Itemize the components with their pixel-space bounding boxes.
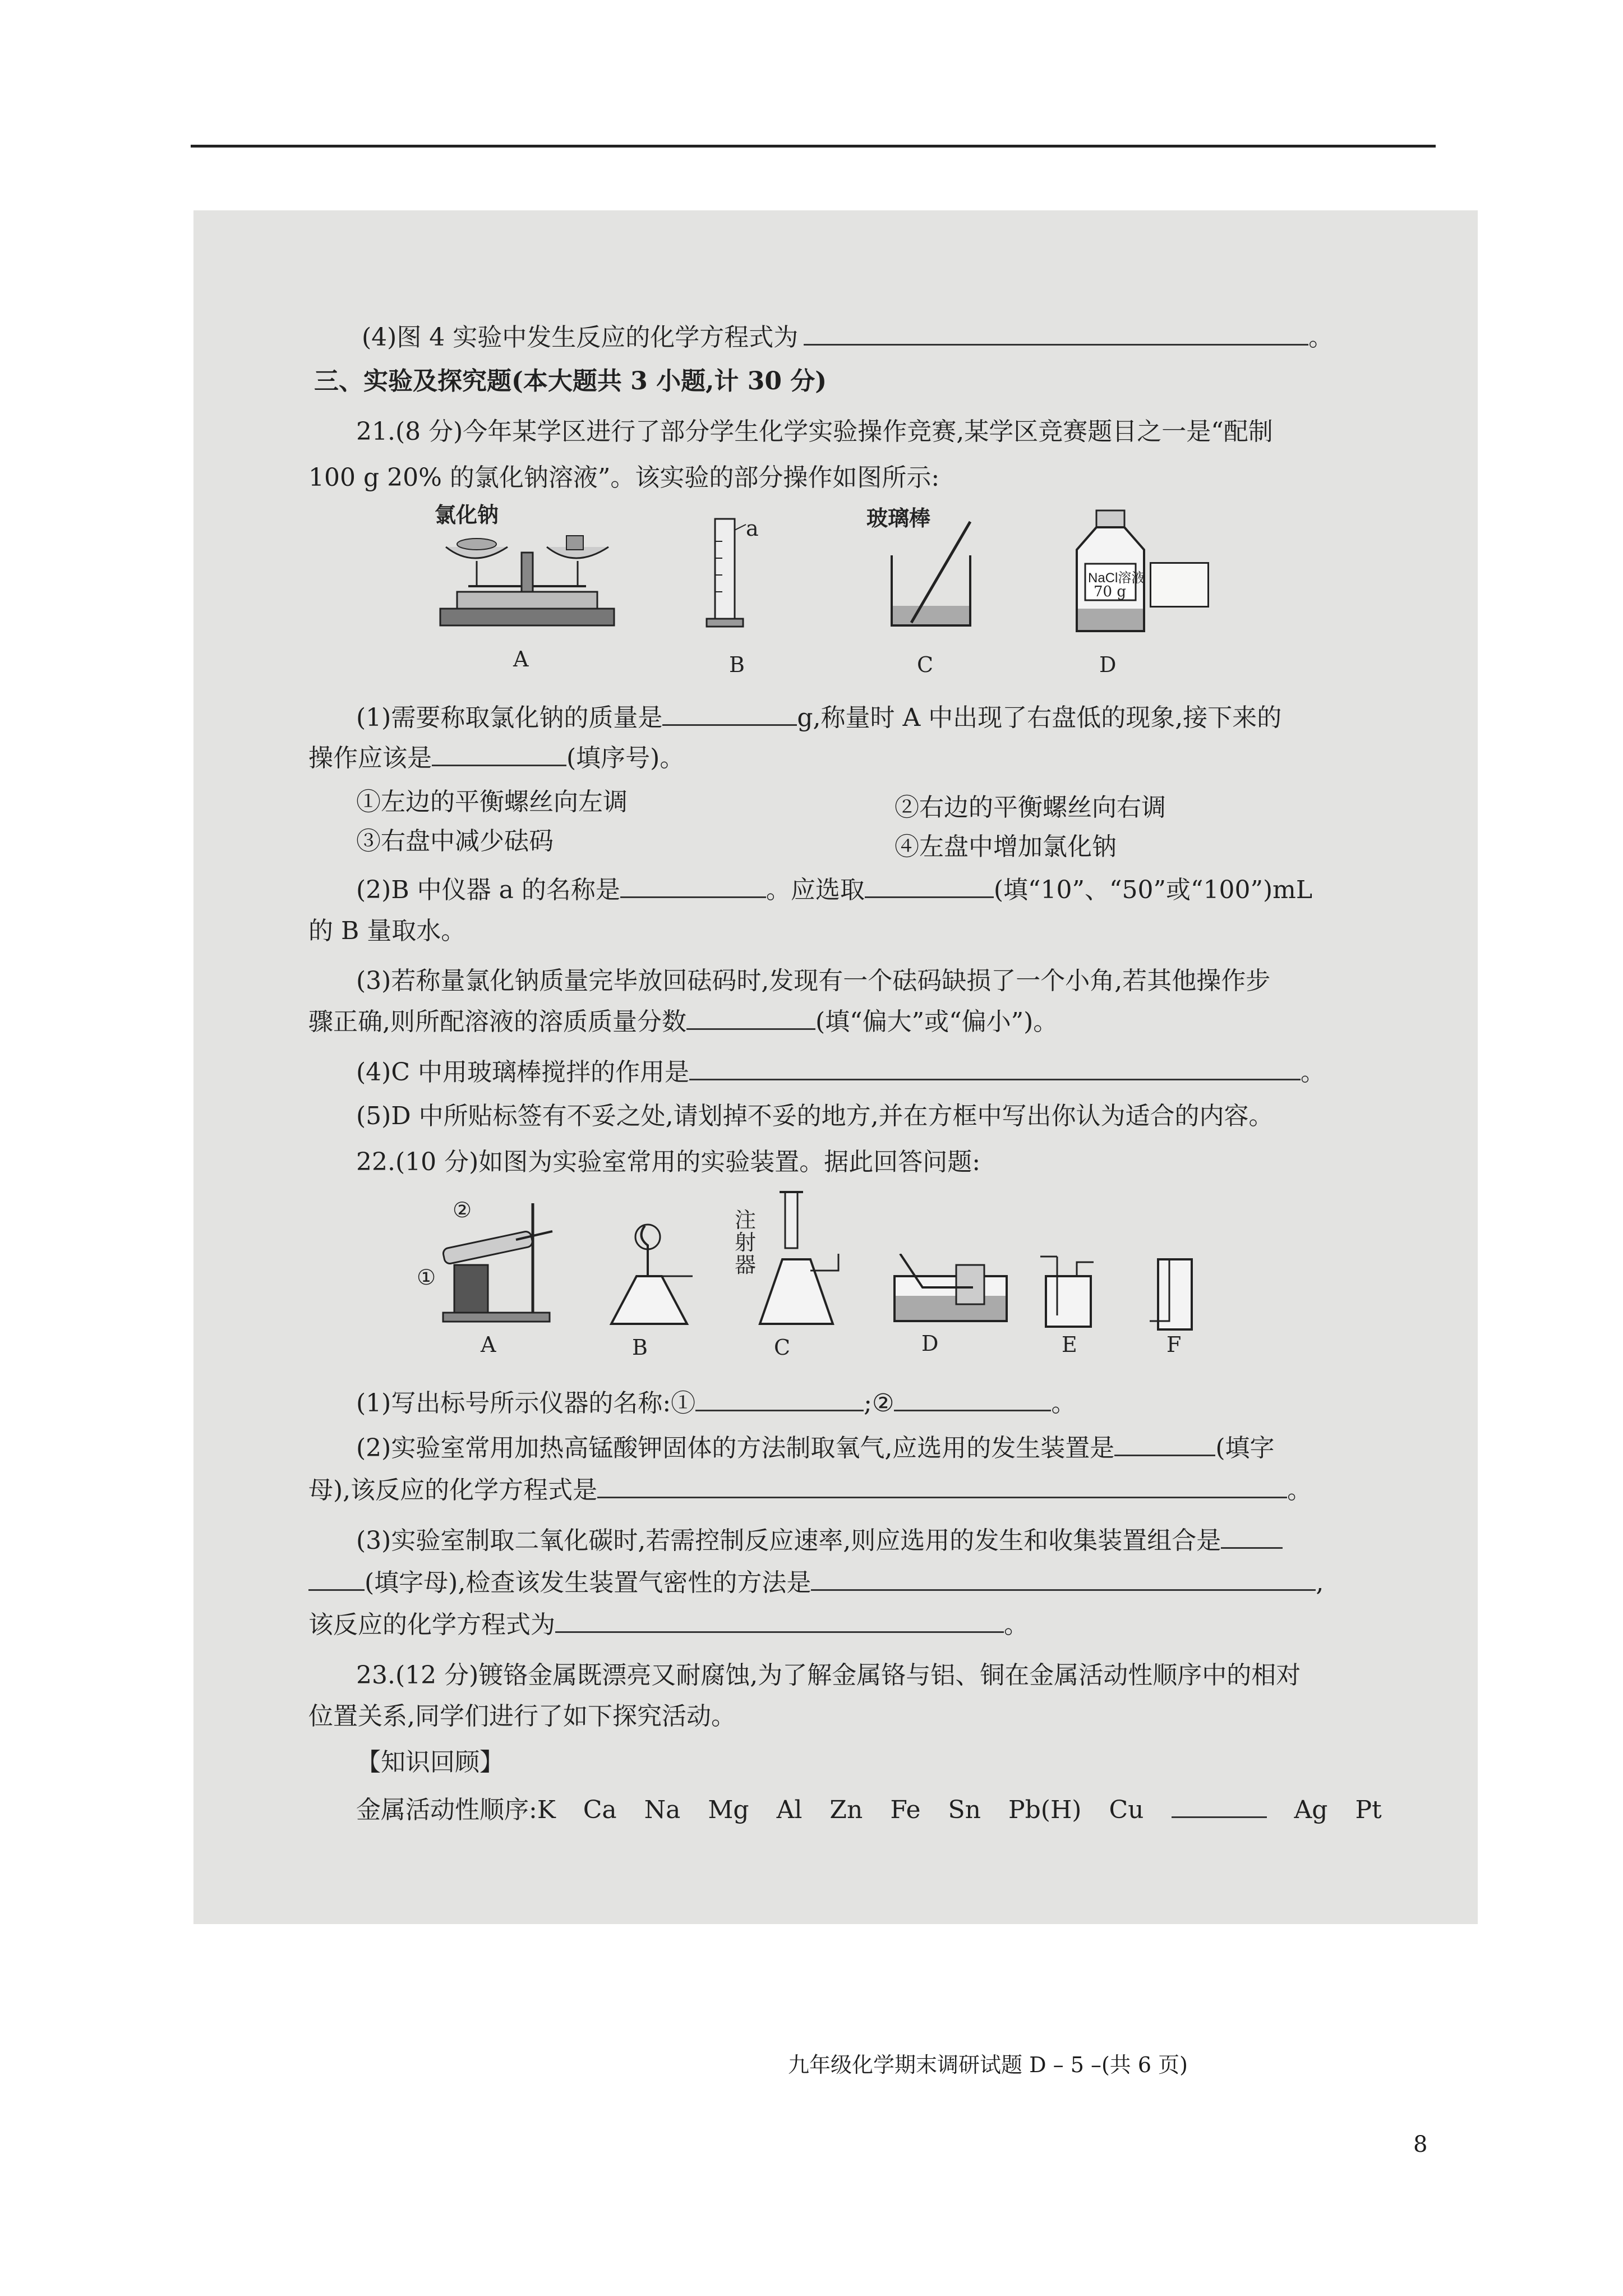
q22-part2-line2: 母),该反应的化学方程式是 。	[308, 1470, 1312, 1506]
beaker-stir-icon	[886, 516, 987, 634]
q22-part3-line2: (填字母),检查该发生装置气密性的方法是 ,	[308, 1562, 1324, 1598]
section-title: 三、实验及探究题(本大题共 3 小题,计 30 分)	[314, 367, 827, 395]
q21-stem-2: 100 g 20% 的氯化钠溶液”。该实验的部分操作如图所示:	[308, 463, 940, 492]
q21-part5: (5)D 中所贴标签有不妥之处,请划掉不妥的地方,并在方框中写出你认为适合的内容。	[356, 1102, 1274, 1130]
q22-part2-line1: (2)实验室常用加热高锰酸钾固体的方法制取氧气,应选用的发生装置是 (填字	[356, 1428, 1274, 1464]
bottle-label-line1: NaCl溶液	[1088, 570, 1145, 586]
caption-C: C	[917, 652, 934, 677]
apparatus-C-icon	[754, 1186, 855, 1332]
exam-page-photo	[193, 210, 1478, 2077]
caption-B2: B	[632, 1335, 648, 1360]
q23-activity-series: 金属活动性顺序:K Ca Na Mg Al Zn Fe Sn Pb(H) Cu Ag Pt	[356, 1789, 1382, 1825]
q21-part3-line2: 骤正确,则所配溶液的溶质质量分数 (填“偏大”或“偏小”)。	[308, 1001, 1058, 1037]
q22-part3-line1: (3)实验室制取二氧化碳时,若需控制反应速率,则应选用的发生和收集装置组合是	[356, 1520, 1283, 1556]
mark-1: ①	[417, 1265, 436, 1290]
caption-E2: E	[1062, 1332, 1077, 1357]
q21-part4: (4)C 中用玻璃棒搅拌的作用是 。	[356, 1052, 1325, 1088]
q22-part1: (1)写出标号所示仪器的名称:① ;② 。	[356, 1383, 1076, 1419]
bottle-label-line2: 70 g	[1094, 583, 1126, 600]
caption-B: B	[729, 652, 745, 677]
graduated-cylinder-icon	[701, 513, 751, 631]
q20-part4: (4)图 4 实验中发生反应的化学方程式为 。	[362, 317, 1333, 353]
mark-2: ②	[453, 1198, 472, 1222]
page-footer: 九年级化学期末调研试题 D – 5 –(共 6 页)	[788, 2053, 1188, 2077]
apparatus-F-icon	[1141, 1254, 1203, 1338]
caption-A: A	[513, 647, 529, 671]
answer-box[interactable]	[1150, 562, 1209, 608]
apparatus-B-icon	[603, 1220, 704, 1332]
q21-part2-line1: (2)B 中仪器 a 的名称是 。应选取 (填“10”、“50”或“100”)mL	[356, 869, 1312, 905]
apparatus-D-icon	[889, 1254, 1012, 1327]
caption-C2: C	[774, 1335, 791, 1360]
q21-part2-line2: 的 B 量取水。	[308, 917, 466, 945]
q21-stem-1: 21.(8 分)今年某学区进行了部分学生化学实验操作竞赛,某学区竞赛题目之一是“配制	[356, 417, 1273, 446]
q21-option-4: ④左盘中增加氯化钠	[895, 832, 1117, 861]
caption-D2: D	[921, 1331, 939, 1356]
q23-knowledge-heading: 【知识回顾】	[356, 1748, 504, 1777]
q22-stem: 22.(10 分)如图为实验室常用的实验装置。据此回答问题:	[356, 1148, 981, 1176]
q23-stem-1: 23.(12 分)镀铬金属既漂亮又耐腐蚀,为了解金属铬与铝、铜在金属活动性顺序中的相对	[356, 1661, 1301, 1690]
q21-part1-line2: 操作应该是 (填序号)。	[308, 738, 684, 774]
balance-icon	[435, 524, 620, 631]
label-glass-rod: 玻璃棒	[866, 505, 931, 531]
syringe-label: 注射器	[735, 1208, 757, 1277]
apparatus-E-icon	[1035, 1254, 1102, 1332]
q21-option-3: ③右盘中减少砝码	[356, 827, 554, 855]
q21-part1-line1: (1)需要称取氯化钠的质量是 g,称量时 A 中出现了右盘低的现象,接下来的	[356, 697, 1281, 733]
apparatus-A-icon	[432, 1192, 561, 1327]
caption-A2: A	[481, 1332, 496, 1357]
label-nacl: 氯化钠	[435, 502, 499, 527]
header-rule	[191, 145, 1436, 148]
q23-stem-2: 位置关系,同学们进行了如下探究活动。	[308, 1702, 736, 1731]
caption-F2: F	[1166, 1332, 1182, 1357]
page-number: 8	[1413, 2132, 1428, 2157]
q21-part3-line1: (3)若称量氯化钠质量完毕放回砝码时,发现有一个砝码缺损了一个小角,若其他操作步	[356, 967, 1271, 995]
q21-option-2: ②右边的平衡螺丝向右调	[895, 793, 1166, 822]
q21-option-1: ①左边的平衡螺丝向左调	[356, 788, 628, 816]
q22-part3-line3: 该反应的化学方程式为 。	[308, 1604, 1029, 1640]
label-a: a	[746, 516, 759, 541]
caption-D: D	[1099, 652, 1117, 677]
